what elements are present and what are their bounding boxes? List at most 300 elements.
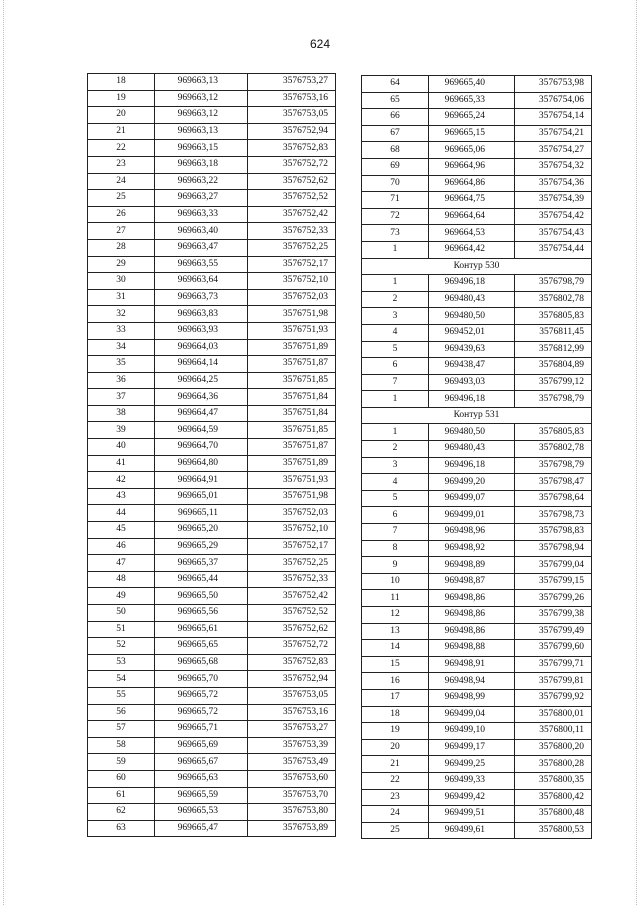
table-row — [88, 90, 336, 107]
point-number: 15 — [362, 656, 429, 673]
y-coordinate: 3576751,93 — [248, 472, 336, 489]
x-coordinate: 969663,64 — [155, 273, 248, 290]
y-coordinate: 3576753,49 — [248, 754, 336, 771]
table-row — [362, 507, 592, 524]
table-row — [88, 306, 336, 323]
point-number: 22 — [362, 772, 429, 789]
x-coordinate: 969498,86 — [429, 607, 515, 624]
contour-header-row — [362, 407, 592, 424]
point-number: 9 — [362, 557, 429, 574]
point-number: 24 — [362, 806, 429, 823]
x-coordinate: 969663,18 — [155, 156, 248, 173]
y-coordinate: 3576752,52 — [248, 605, 336, 622]
y-coordinate: 3576753,39 — [248, 737, 336, 754]
y-coordinate: 3576752,52 — [248, 190, 336, 207]
point-number: 20 — [88, 107, 155, 124]
point-number: 8 — [362, 540, 429, 557]
x-coordinate: 969663,55 — [155, 256, 248, 273]
point-number: 1 — [362, 391, 429, 408]
point-number: 67 — [362, 125, 429, 142]
table-row — [88, 621, 336, 638]
y-coordinate: 3576798,73 — [515, 507, 592, 524]
table-row — [362, 358, 592, 375]
point-number: 58 — [88, 737, 155, 754]
point-number: 47 — [88, 555, 155, 572]
point-number: 68 — [362, 142, 429, 159]
y-coordinate: 3576798,47 — [515, 474, 592, 491]
x-coordinate: 969498,92 — [429, 540, 515, 557]
x-coordinate: 969498,87 — [429, 573, 515, 590]
point-number: 54 — [88, 671, 155, 688]
point-number: 22 — [88, 140, 155, 157]
point-number: 33 — [88, 322, 155, 339]
table-row — [362, 590, 592, 607]
x-coordinate: 969665,61 — [155, 621, 248, 638]
point-number: 70 — [362, 175, 429, 192]
point-number: 32 — [88, 306, 155, 323]
point-number: 1 — [362, 275, 429, 292]
x-coordinate: 969665,72 — [155, 687, 248, 704]
point-number: 36 — [88, 372, 155, 389]
x-coordinate: 969665,72 — [155, 704, 248, 721]
y-coordinate: 3576753,16 — [248, 90, 336, 107]
point-number: 63 — [88, 820, 155, 837]
x-coordinate: 969664,70 — [155, 439, 248, 456]
point-number: 46 — [88, 538, 155, 555]
x-coordinate: 969664,80 — [155, 455, 248, 472]
x-coordinate: 969480,43 — [429, 291, 515, 308]
x-coordinate: 969498,86 — [429, 623, 515, 640]
coordinates-table-left — [87, 73, 336, 837]
point-number: 2 — [362, 441, 429, 458]
table-row — [88, 472, 336, 489]
point-number: 64 — [362, 76, 429, 93]
table-row — [362, 474, 592, 491]
x-coordinate: 969663,27 — [155, 190, 248, 207]
x-coordinate: 969496,18 — [429, 391, 515, 408]
y-coordinate: 3576752,25 — [248, 555, 336, 572]
y-coordinate: 3576751,93 — [248, 322, 336, 339]
point-number: 25 — [88, 190, 155, 207]
y-coordinate: 3576752,17 — [248, 538, 336, 555]
x-coordinate: 969664,53 — [429, 225, 515, 242]
y-coordinate: 3576752,03 — [248, 505, 336, 522]
table-row — [88, 273, 336, 290]
point-number: 19 — [88, 90, 155, 107]
point-number: 16 — [362, 673, 429, 690]
y-coordinate: 3576751,89 — [248, 339, 336, 356]
x-coordinate: 969663,73 — [155, 289, 248, 306]
table-row — [88, 571, 336, 588]
point-number: 51 — [88, 621, 155, 638]
table-row — [88, 107, 336, 124]
point-number: 3 — [362, 457, 429, 474]
y-coordinate: 3576798,94 — [515, 540, 592, 557]
y-coordinate: 3576811,45 — [515, 324, 592, 341]
x-coordinate: 969498,91 — [429, 656, 515, 673]
table-row — [362, 225, 592, 242]
y-coordinate: 3576798,64 — [515, 490, 592, 507]
table-row — [88, 356, 336, 373]
y-coordinate: 3576753,70 — [248, 787, 336, 804]
table-row — [362, 607, 592, 624]
x-coordinate: 969665,59 — [155, 787, 248, 804]
y-coordinate: 3576800,35 — [515, 772, 592, 789]
y-coordinate: 3576799,04 — [515, 557, 592, 574]
x-coordinate: 969664,91 — [155, 472, 248, 489]
y-coordinate: 3576804,89 — [515, 358, 592, 375]
x-coordinate: 969498,94 — [429, 673, 515, 690]
table-row — [362, 109, 592, 126]
y-coordinate: 3576799,38 — [515, 607, 592, 624]
y-coordinate: 3576754,43 — [515, 225, 592, 242]
y-coordinate: 3576751,84 — [248, 389, 336, 406]
y-coordinate: 3576799,60 — [515, 640, 592, 657]
table-row — [88, 173, 336, 190]
y-coordinate: 3576799,12 — [515, 374, 592, 391]
point-number: 73 — [362, 225, 429, 242]
scan-edge-left — [3, 0, 5, 905]
point-number: 61 — [88, 787, 155, 804]
y-coordinate: 3576805,83 — [515, 424, 592, 441]
table-row — [88, 74, 336, 91]
x-coordinate: 969665,63 — [155, 770, 248, 787]
x-coordinate: 969499,07 — [429, 490, 515, 507]
point-number: 7 — [362, 374, 429, 391]
point-number: 2 — [362, 291, 429, 308]
x-coordinate: 969665,33 — [429, 92, 515, 109]
y-coordinate: 3576752,83 — [248, 140, 336, 157]
point-number: 20 — [362, 739, 429, 756]
x-coordinate: 969665,71 — [155, 721, 248, 738]
point-number: 49 — [88, 588, 155, 605]
point-number: 25 — [362, 822, 429, 839]
x-coordinate: 969665,47 — [155, 820, 248, 837]
y-coordinate: 3576751,85 — [248, 372, 336, 389]
x-coordinate: 969480,50 — [429, 308, 515, 325]
x-coordinate: 969663,83 — [155, 306, 248, 323]
point-number: 17 — [362, 689, 429, 706]
x-coordinate: 969499,20 — [429, 474, 515, 491]
table-row — [362, 391, 592, 408]
y-coordinate: 3576798,79 — [515, 275, 592, 292]
table-row — [362, 806, 592, 823]
x-coordinate: 969663,13 — [155, 123, 248, 140]
point-number: 34 — [88, 339, 155, 356]
point-number: 23 — [88, 156, 155, 173]
y-coordinate: 3576799,49 — [515, 623, 592, 640]
point-number: 1 — [362, 241, 429, 258]
x-coordinate: 969663,12 — [155, 107, 248, 124]
table-row — [362, 573, 592, 590]
y-coordinate: 3576800,28 — [515, 756, 592, 773]
y-coordinate: 3576752,94 — [248, 123, 336, 140]
y-coordinate: 3576752,17 — [248, 256, 336, 273]
x-coordinate: 969663,47 — [155, 239, 248, 256]
y-coordinate: 3576800,20 — [515, 739, 592, 756]
x-coordinate: 969499,51 — [429, 806, 515, 823]
point-number: 53 — [88, 654, 155, 671]
table-row — [88, 206, 336, 223]
x-coordinate: 969665,50 — [155, 588, 248, 605]
point-number: 4 — [362, 474, 429, 491]
point-number: 44 — [88, 505, 155, 522]
y-coordinate: 3576752,72 — [248, 156, 336, 173]
contour-title: Контур 531 — [362, 407, 592, 424]
y-coordinate: 3576800,53 — [515, 822, 592, 839]
y-coordinate: 3576754,06 — [515, 92, 592, 109]
table-row — [362, 623, 592, 640]
table-row — [362, 656, 592, 673]
point-number: 45 — [88, 522, 155, 539]
point-number: 35 — [88, 356, 155, 373]
x-coordinate: 969665,40 — [429, 76, 515, 93]
y-coordinate: 3576752,62 — [248, 173, 336, 190]
y-coordinate: 3576751,98 — [248, 488, 336, 505]
x-coordinate: 969664,86 — [429, 175, 515, 192]
point-number: 6 — [362, 358, 429, 375]
point-number: 57 — [88, 721, 155, 738]
x-coordinate: 969664,59 — [155, 422, 248, 439]
y-coordinate: 3576752,62 — [248, 621, 336, 638]
table-row — [362, 424, 592, 441]
y-coordinate: 3576752,10 — [248, 273, 336, 290]
table-row — [88, 455, 336, 472]
point-number: 11 — [362, 590, 429, 607]
y-coordinate: 3576752,03 — [248, 289, 336, 306]
point-number: 5 — [362, 341, 429, 358]
table-row — [362, 158, 592, 175]
x-coordinate: 969498,86 — [429, 590, 515, 607]
x-coordinate: 969438,47 — [429, 358, 515, 375]
y-coordinate: 3576800,48 — [515, 806, 592, 823]
x-coordinate: 969480,50 — [429, 424, 515, 441]
point-number: 19 — [362, 723, 429, 740]
point-number: 37 — [88, 389, 155, 406]
y-coordinate: 3576754,32 — [515, 158, 592, 175]
x-coordinate: 969665,20 — [155, 522, 248, 539]
table-row — [362, 723, 592, 740]
y-coordinate: 3576753,60 — [248, 770, 336, 787]
y-coordinate: 3576754,27 — [515, 142, 592, 159]
table-row — [362, 540, 592, 557]
table-row — [362, 789, 592, 806]
table-row — [88, 256, 336, 273]
point-number: 41 — [88, 455, 155, 472]
point-number: 3 — [362, 308, 429, 325]
table-row — [362, 142, 592, 159]
x-coordinate: 969663,12 — [155, 90, 248, 107]
y-coordinate: 3576752,83 — [248, 654, 336, 671]
y-coordinate: 3576799,81 — [515, 673, 592, 690]
point-number: 31 — [88, 289, 155, 306]
point-number: 48 — [88, 571, 155, 588]
table-row — [362, 739, 592, 756]
table-row — [88, 787, 336, 804]
table-row — [88, 804, 336, 821]
point-number: 5 — [362, 490, 429, 507]
x-coordinate: 969663,22 — [155, 173, 248, 190]
table-row — [362, 76, 592, 93]
contour-header-row — [362, 258, 592, 275]
table-row — [88, 555, 336, 572]
table-row — [88, 820, 336, 837]
table-row — [88, 422, 336, 439]
table-row — [362, 291, 592, 308]
x-coordinate: 969665,11 — [155, 505, 248, 522]
point-number: 72 — [362, 208, 429, 225]
y-coordinate: 3576805,83 — [515, 308, 592, 325]
table-row — [362, 689, 592, 706]
point-number: 7 — [362, 524, 429, 541]
point-number: 62 — [88, 804, 155, 821]
x-coordinate: 969496,18 — [429, 457, 515, 474]
table-row — [88, 488, 336, 505]
table-row — [362, 374, 592, 391]
x-coordinate: 969663,93 — [155, 322, 248, 339]
x-coordinate: 969663,40 — [155, 223, 248, 240]
point-number: 71 — [362, 192, 429, 209]
point-number: 24 — [88, 173, 155, 190]
y-coordinate: 3576752,33 — [248, 571, 336, 588]
table-row — [88, 405, 336, 422]
x-coordinate: 969499,17 — [429, 739, 515, 756]
y-coordinate: 3576752,42 — [248, 206, 336, 223]
x-coordinate: 969499,04 — [429, 706, 515, 723]
table-row — [362, 822, 592, 839]
table-row — [362, 241, 592, 258]
y-coordinate: 3576800,01 — [515, 706, 592, 723]
y-coordinate: 3576752,72 — [248, 638, 336, 655]
table-row — [88, 140, 336, 157]
x-coordinate: 969664,14 — [155, 356, 248, 373]
y-coordinate: 3576753,98 — [515, 76, 592, 93]
y-coordinate: 3576752,94 — [248, 671, 336, 688]
point-number: 21 — [88, 123, 155, 140]
table-row — [88, 223, 336, 240]
y-coordinate: 3576752,10 — [248, 522, 336, 539]
y-coordinate: 3576812,99 — [515, 341, 592, 358]
table-row — [362, 92, 592, 109]
x-coordinate: 969498,99 — [429, 689, 515, 706]
point-number: 10 — [362, 573, 429, 590]
x-coordinate: 969665,70 — [155, 671, 248, 688]
contour-title: Контур 530 — [362, 258, 592, 275]
table-row — [362, 441, 592, 458]
point-number: 12 — [362, 607, 429, 624]
point-number: 1 — [362, 424, 429, 441]
x-coordinate: 969498,88 — [429, 640, 515, 657]
table-row — [88, 704, 336, 721]
y-coordinate: 3576753,27 — [248, 74, 336, 91]
table-row — [88, 605, 336, 622]
table-row — [88, 239, 336, 256]
table-row — [88, 721, 336, 738]
point-number: 4 — [362, 324, 429, 341]
y-coordinate: 3576751,89 — [248, 455, 336, 472]
point-number: 29 — [88, 256, 155, 273]
y-coordinate: 3576752,25 — [248, 239, 336, 256]
point-number: 28 — [88, 239, 155, 256]
point-number: 18 — [362, 706, 429, 723]
table-row — [362, 324, 592, 341]
y-coordinate: 3576754,39 — [515, 192, 592, 209]
table-row — [362, 772, 592, 789]
table-row — [362, 490, 592, 507]
x-coordinate: 969665,67 — [155, 754, 248, 771]
x-coordinate: 969665,29 — [155, 538, 248, 555]
x-coordinate: 969496,18 — [429, 275, 515, 292]
y-coordinate: 3576753,05 — [248, 107, 336, 124]
x-coordinate: 969665,37 — [155, 555, 248, 572]
table-row — [362, 457, 592, 474]
point-number: 42 — [88, 472, 155, 489]
table-row — [362, 208, 592, 225]
x-coordinate: 969665,44 — [155, 571, 248, 588]
point-number: 39 — [88, 422, 155, 439]
x-coordinate: 969664,03 — [155, 339, 248, 356]
table-row — [88, 638, 336, 655]
y-coordinate: 3576802,78 — [515, 291, 592, 308]
y-coordinate: 3576799,26 — [515, 590, 592, 607]
x-coordinate: 969665,15 — [429, 125, 515, 142]
y-coordinate: 3576751,87 — [248, 439, 336, 456]
table-row — [88, 190, 336, 207]
table-row — [88, 522, 336, 539]
point-number: 18 — [88, 74, 155, 91]
y-coordinate: 3576753,89 — [248, 820, 336, 837]
point-number: 69 — [362, 158, 429, 175]
page-number: 624 — [309, 37, 331, 51]
y-coordinate: 3576751,87 — [248, 356, 336, 373]
point-number: 26 — [88, 206, 155, 223]
x-coordinate: 969663,15 — [155, 140, 248, 157]
x-coordinate: 969665,53 — [155, 804, 248, 821]
x-coordinate: 969663,33 — [155, 206, 248, 223]
table-row — [88, 289, 336, 306]
x-coordinate: 969498,96 — [429, 524, 515, 541]
y-coordinate: 3576799,92 — [515, 689, 592, 706]
x-coordinate: 969664,64 — [429, 208, 515, 225]
x-coordinate: 969665,24 — [429, 109, 515, 126]
y-coordinate: 3576753,05 — [248, 687, 336, 704]
x-coordinate: 969480,43 — [429, 441, 515, 458]
x-coordinate: 969499,33 — [429, 772, 515, 789]
point-number: 66 — [362, 109, 429, 126]
table-row — [362, 673, 592, 690]
y-coordinate: 3576802,78 — [515, 441, 592, 458]
x-coordinate: 969493,03 — [429, 374, 515, 391]
table-row — [88, 687, 336, 704]
point-number: 43 — [88, 488, 155, 505]
point-number: 40 — [88, 439, 155, 456]
table-row — [362, 557, 592, 574]
table-row — [88, 389, 336, 406]
y-coordinate: 3576754,14 — [515, 109, 592, 126]
x-coordinate: 969664,36 — [155, 389, 248, 406]
table-row — [88, 538, 336, 555]
table-row — [362, 175, 592, 192]
y-coordinate: 3576752,33 — [248, 223, 336, 240]
x-coordinate: 969499,10 — [429, 723, 515, 740]
x-coordinate: 969664,96 — [429, 158, 515, 175]
x-coordinate: 969452,01 — [429, 324, 515, 341]
y-coordinate: 3576754,36 — [515, 175, 592, 192]
y-coordinate: 3576799,71 — [515, 656, 592, 673]
table-row — [88, 339, 336, 356]
table-row — [88, 156, 336, 173]
table-row — [362, 524, 592, 541]
